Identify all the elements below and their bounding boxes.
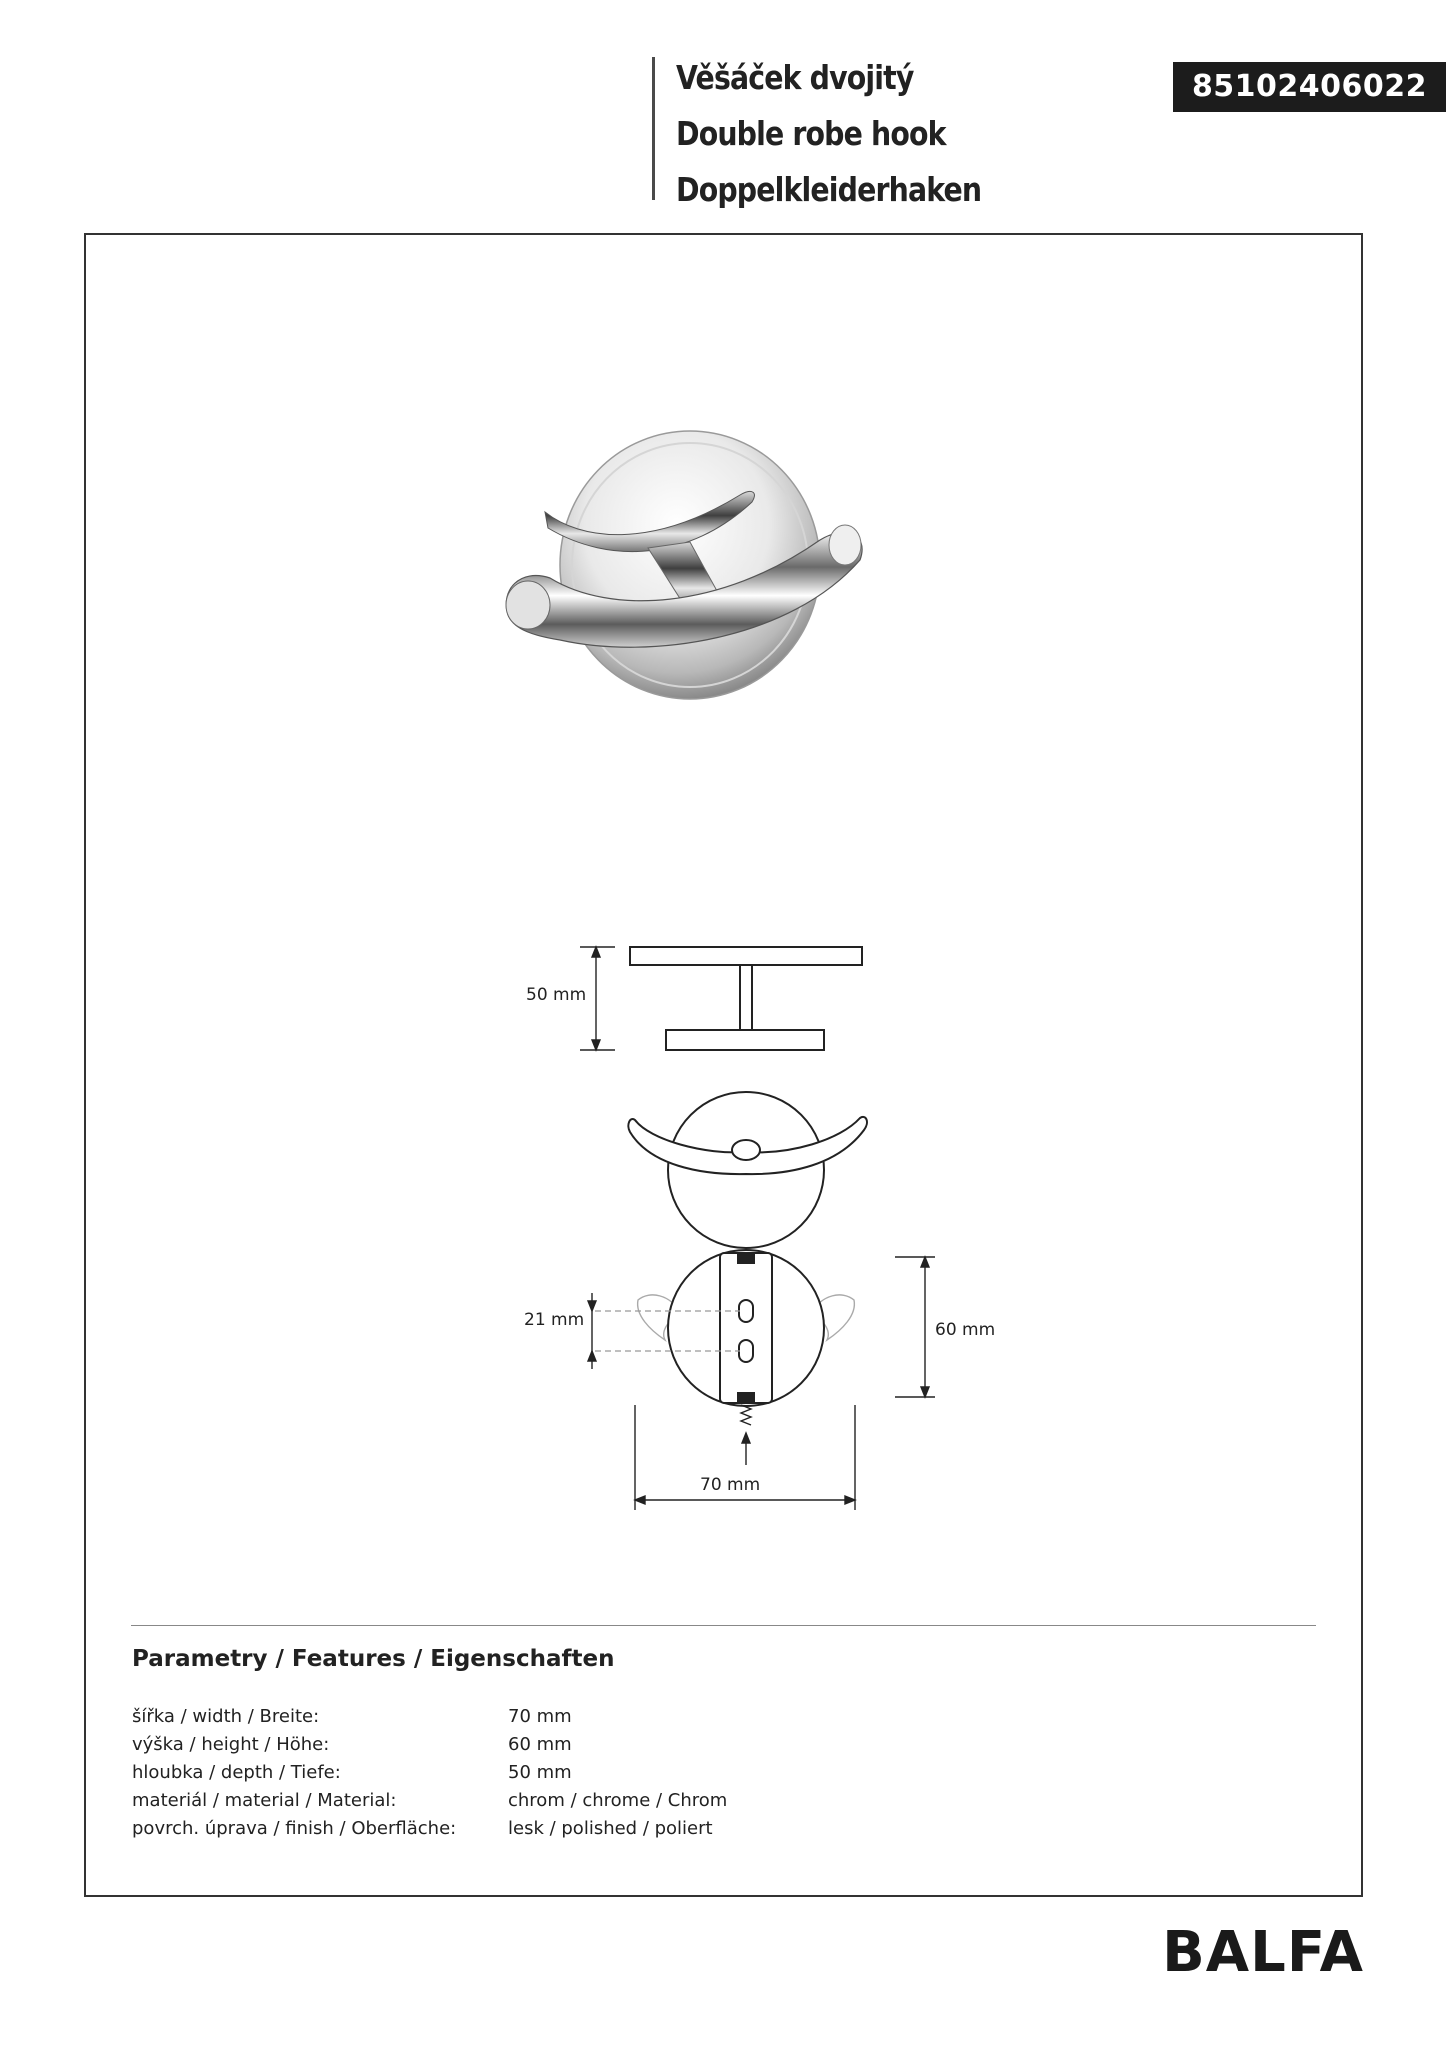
feature-row-width [132, 1702, 1032, 1730]
feature-key: povrch. úprava / finish / Oberfläche: [132, 1817, 457, 1839]
title-divider [652, 57, 655, 200]
feature-key: šířka / width / Breite: [132, 1705, 320, 1727]
product-code-badge: 85102406022 [1173, 62, 1446, 112]
product-title-block [676, 50, 1236, 218]
screw-icon [741, 1405, 751, 1465]
feature-key: hloubka / depth / Tiefe: [132, 1761, 341, 1783]
title-german: Doppelkleiderhaken [676, 170, 982, 209]
brand-logo: BALFA [1162, 1920, 1364, 1985]
front-view [628, 1092, 867, 1248]
technical-drawing [500, 920, 1020, 1530]
spacing-label: 21 mm [524, 1310, 585, 1330]
feature-value: lesk / polished / poliert [508, 1817, 713, 1839]
feature-row-height [132, 1730, 1032, 1758]
features-table [132, 1702, 1032, 1842]
feature-value: chrom / chrome / Chrom [508, 1789, 728, 1811]
title-czech: Věšáček dvojitý [676, 58, 914, 97]
feature-row-depth [132, 1758, 1032, 1786]
height-label: 60 mm [935, 1320, 996, 1340]
side-view [630, 947, 862, 1050]
feature-value: 50 mm [508, 1761, 572, 1783]
product-photo [490, 400, 1010, 760]
height-dimension [895, 1257, 935, 1397]
feature-key: výška / height / Höhe: [132, 1733, 330, 1755]
title-english: Double robe hook [676, 114, 946, 153]
feature-key: materiál / material / Material: [132, 1789, 397, 1811]
feature-row-material [132, 1786, 1032, 1814]
mounting-view [638, 1250, 855, 1406]
feature-row-finish [132, 1814, 1032, 1842]
width-label: 70 mm [700, 1475, 761, 1495]
depth-label: 50 mm [526, 985, 587, 1005]
features-divider [131, 1625, 1316, 1626]
feature-value: 60 mm [508, 1733, 572, 1755]
features-title: Parametry / Features / Eigenschaften [132, 1646, 615, 1672]
feature-value: 70 mm [508, 1705, 572, 1727]
